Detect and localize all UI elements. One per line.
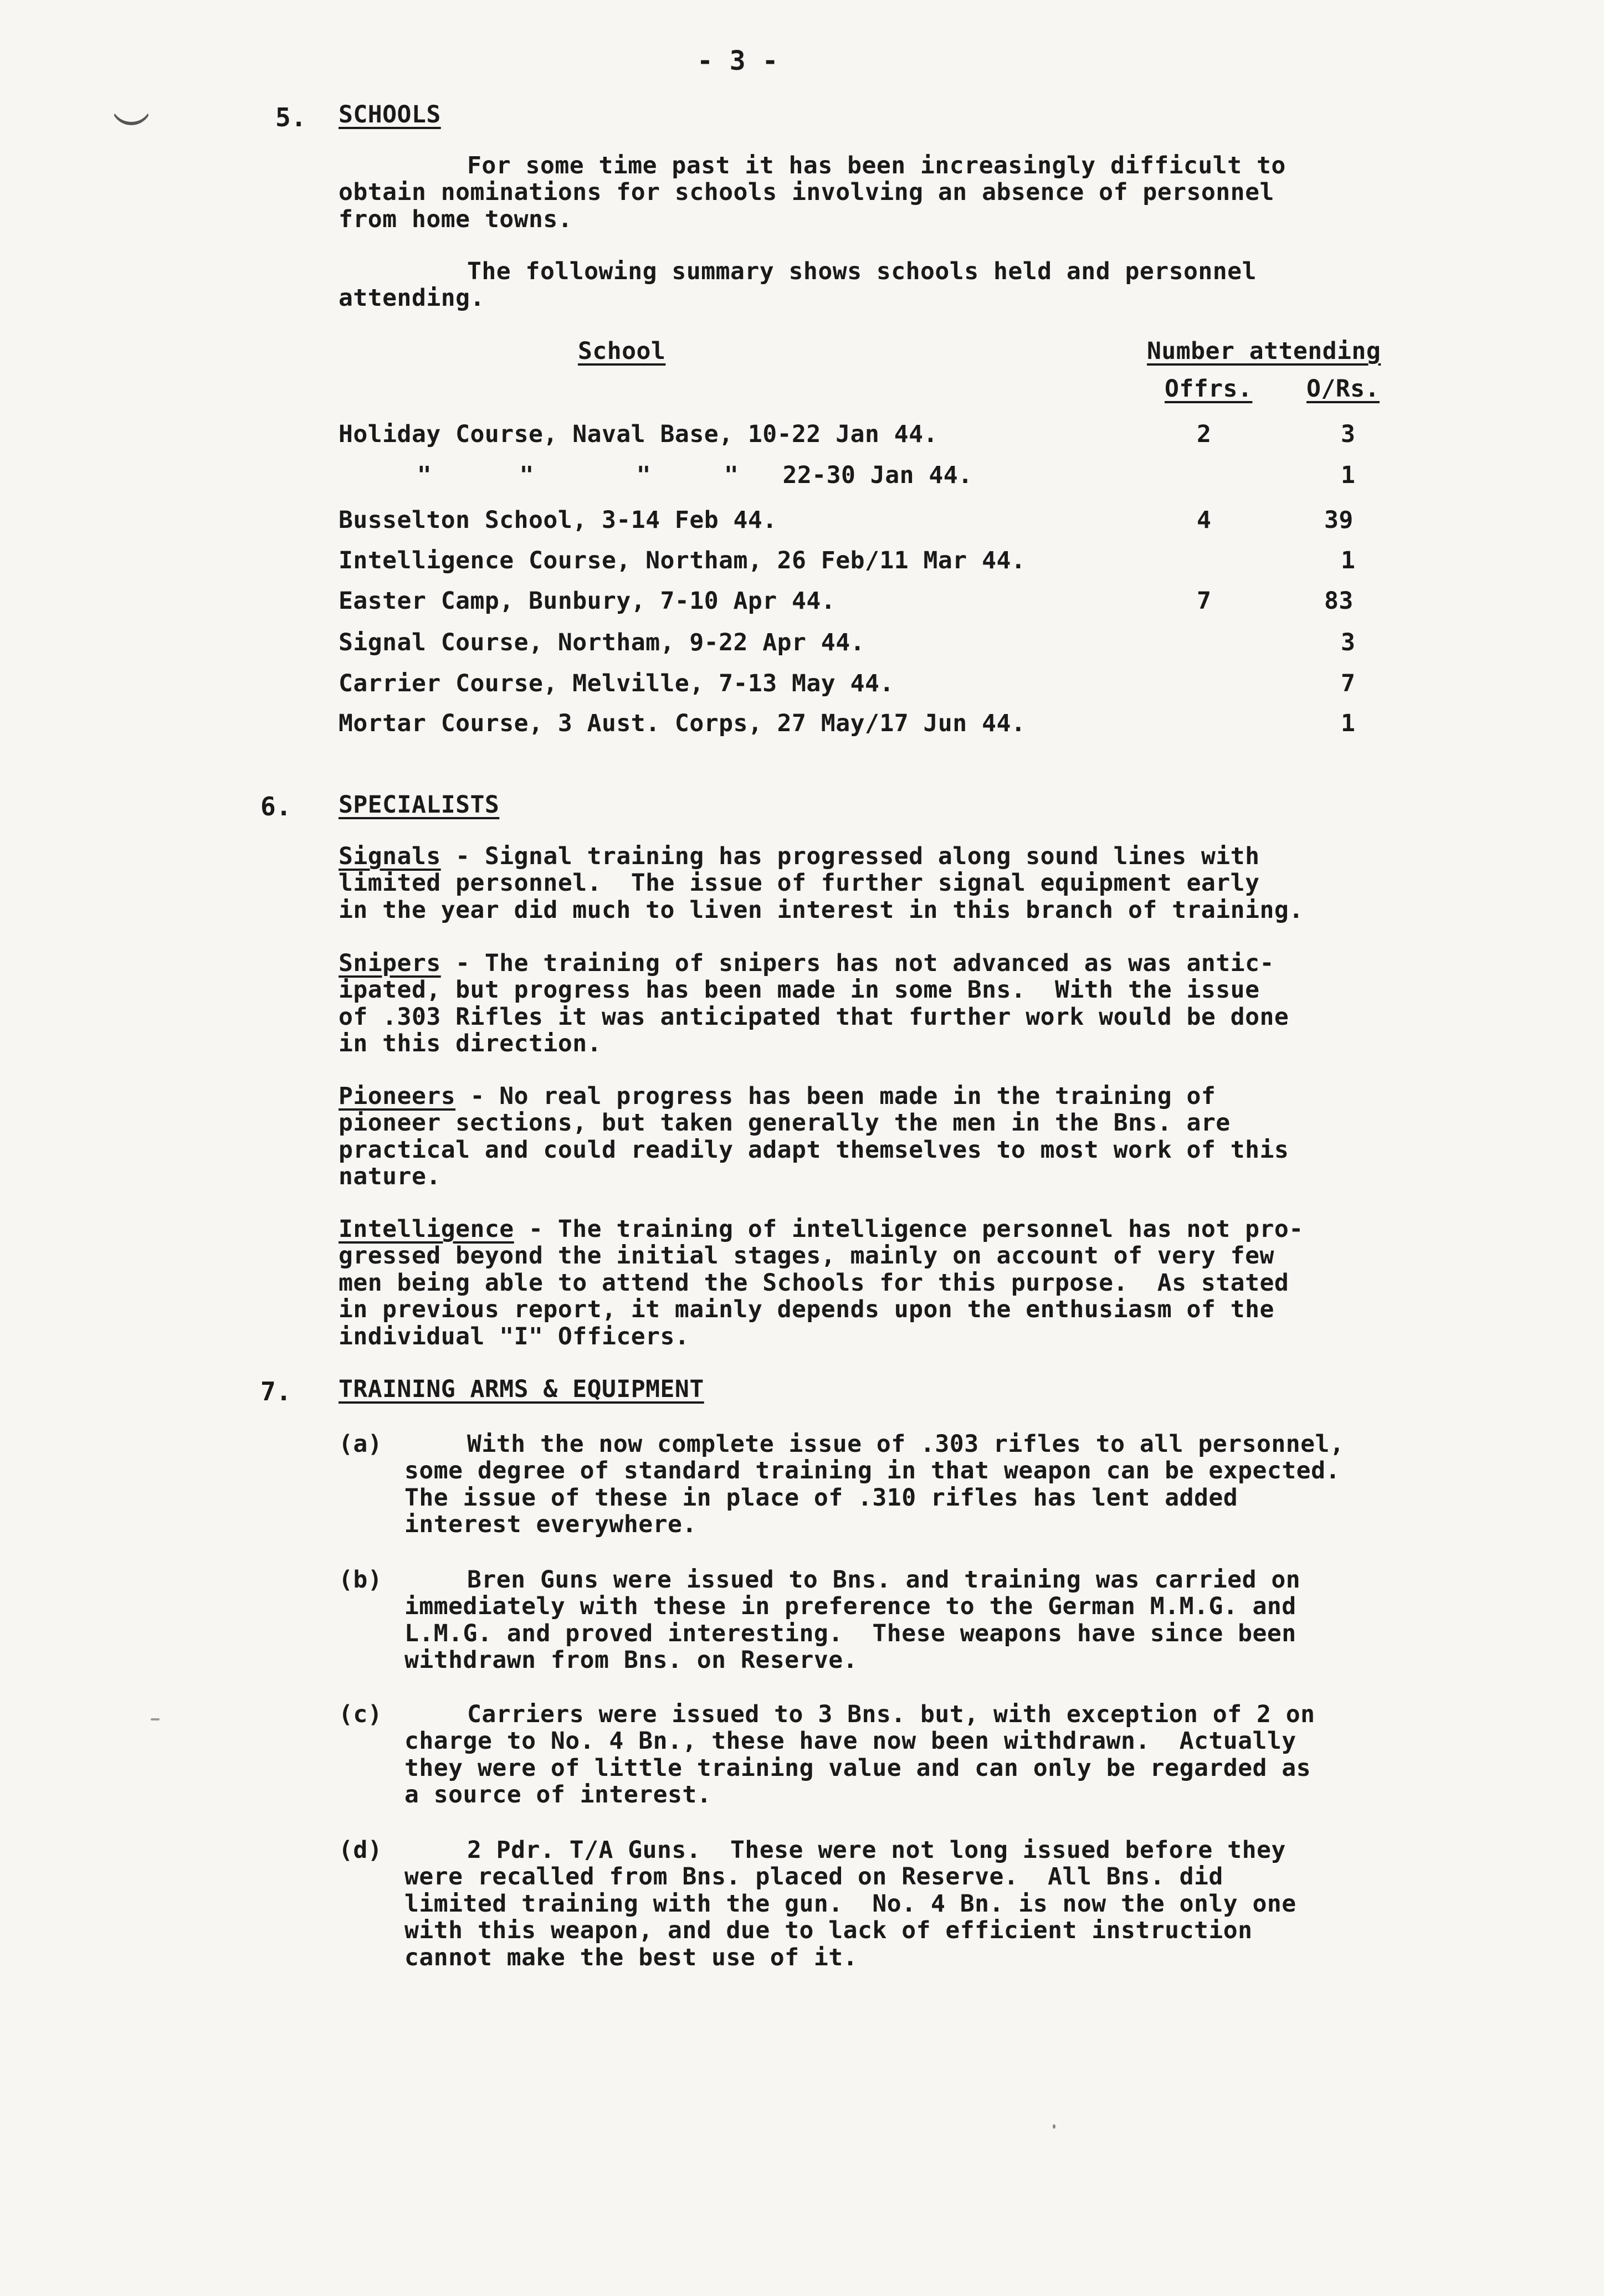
line-text: - The training of intelligence personnel has not pro- bbox=[514, 1215, 1304, 1243]
item-line: interest everywhere. bbox=[404, 1511, 697, 1538]
table-row-school: Signal Course, Northam, 9-22 Apr 44. bbox=[339, 629, 865, 656]
item-line: a source of interest. bbox=[404, 1781, 712, 1809]
paragraph-line bbox=[339, 950, 1274, 977]
paragraph-line: obtain nominations for schools involving an absence of personnel bbox=[339, 178, 1274, 206]
paragraph-line: men being able to attend the Schools for this purpose. As stated bbox=[339, 1269, 1289, 1297]
line-text: - The training of snipers has not advanced as was antic- bbox=[440, 949, 1274, 977]
label-signals: Signals bbox=[339, 843, 441, 870]
paragraph-line: in previous report, it mainly depends upon the enthusiasm of the bbox=[339, 1296, 1274, 1323]
section-heading-specialists: SPECIALISTS bbox=[339, 791, 500, 819]
item-line: some degree of standard training in that weapon can be expected. bbox=[404, 1457, 1340, 1485]
line-text: - No real progress has been made in the training of bbox=[455, 1082, 1216, 1110]
item-line: charge to No. 4 Bn., these have now been withdrawn. Actually bbox=[404, 1727, 1296, 1755]
paragraph-line: limited personnel. The issue of further signal equipment early bbox=[339, 869, 1260, 897]
table-row-school: Holiday Course, Naval Base, 10-22 Jan 44. bbox=[339, 420, 938, 448]
section-heading-training: TRAINING ARMS & EQUIPMENT bbox=[339, 1375, 704, 1403]
margin-tick bbox=[151, 1718, 160, 1720]
item-line: withdrawn from Bns. on Reserve. bbox=[404, 1646, 858, 1674]
item-label: (a) bbox=[339, 1430, 383, 1458]
item-label: (b) bbox=[339, 1566, 383, 1594]
paragraph-line: gressed beyond the initial stages, mainly on account of very few bbox=[339, 1242, 1274, 1270]
item-line: cannot make the best use of it. bbox=[404, 1944, 858, 1971]
item-line: limited training with the gun. No. 4 Bn. is now the only one bbox=[404, 1890, 1296, 1918]
paragraph-line: of .303 Rifles it was anticipated that further work would be done bbox=[339, 1003, 1289, 1031]
paragraph-line bbox=[339, 1083, 1216, 1110]
paragraph-line: nature. bbox=[339, 1163, 441, 1190]
label-pioneers: Pioneers bbox=[339, 1082, 456, 1110]
paragraph-line: The following summary shows schools held and personnel bbox=[467, 258, 1257, 285]
table-row-school: Busselton School, 3-14 Feb 44. bbox=[339, 506, 777, 534]
paper-speck bbox=[1053, 2124, 1055, 2129]
paragraph-line: from home towns. bbox=[339, 206, 573, 233]
section-number-5: 5. bbox=[275, 102, 307, 132]
table-header-offrs: Offrs. bbox=[1165, 375, 1253, 403]
table-row-school: Carrier Course, Melville, 7-13 May 44. bbox=[339, 670, 894, 697]
table-row-ors: 83 bbox=[1324, 587, 1354, 615]
paragraph-line: in the year did much to liven interest in this branch of training. bbox=[339, 896, 1304, 924]
table-row-ors: 1 bbox=[1341, 547, 1356, 574]
item-label: (c) bbox=[339, 1701, 383, 1728]
paragraph-line: pioneer sections, but taken generally the men in the Bns. are bbox=[339, 1109, 1231, 1137]
paragraph-line: attending. bbox=[339, 284, 485, 312]
table-row-ors: 7 bbox=[1341, 670, 1356, 697]
item-line: Carriers were issued to 3 Bns. but, with exception of 2 on bbox=[467, 1701, 1315, 1728]
line-text: - Signal training has progressed along sound lines with bbox=[440, 843, 1260, 870]
table-row-ors: 3 bbox=[1341, 629, 1356, 656]
table-row-school: " " " " 22-30 Jan 44. bbox=[388, 461, 973, 489]
paragraph-line bbox=[339, 1216, 1304, 1242]
table-row-ors: 3 bbox=[1341, 420, 1356, 448]
table-row-ors: 1 bbox=[1341, 461, 1356, 489]
item-line: L.M.G. and proved interesting. These weapons have since been bbox=[404, 1620, 1296, 1647]
table-row-school: Mortar Course, 3 Aust. Corps, 27 May/17 Jun 44. bbox=[339, 710, 1026, 737]
table-header-ors: O/Rs. bbox=[1306, 375, 1380, 403]
item-line: With the now complete issue of .303 rifles to all personnel, bbox=[467, 1430, 1345, 1458]
item-label: (d) bbox=[339, 1836, 383, 1864]
item-line: immediately with these in preference to the German M.M.G. and bbox=[404, 1593, 1296, 1620]
table-row-ors: 39 bbox=[1324, 506, 1354, 534]
table-row-offrs: 7 bbox=[1197, 587, 1212, 615]
item-line: were recalled from Bns. placed on Reserve. All Bns. did bbox=[404, 1863, 1223, 1891]
paragraph-line: practical and could readily adapt themselves to most work of this bbox=[339, 1136, 1289, 1164]
table-row-offrs: 4 bbox=[1197, 506, 1212, 534]
paragraph-line: individual "I" Officers. bbox=[339, 1323, 690, 1350]
paragraph-line: ipated, but progress has been made in some Bns. With the issue bbox=[339, 976, 1260, 1004]
table-header-school: School bbox=[578, 337, 666, 365]
section-heading-schools: SCHOOLS bbox=[339, 101, 441, 129]
section-number-6: 6. bbox=[260, 792, 292, 821]
item-line: 2 Pdr. T/A Guns. These were not long issued before they bbox=[467, 1836, 1286, 1864]
section-number-7: 7. bbox=[260, 1376, 292, 1406]
page-number: - 3 - bbox=[697, 45, 778, 76]
table-row-school: Easter Camp, Bunbury, 7-10 Apr 44. bbox=[339, 587, 836, 615]
punch-mark bbox=[111, 83, 152, 125]
label-snipers: Snipers bbox=[339, 949, 441, 977]
item-line: The issue of these in place of .310 rifles has lent added bbox=[404, 1484, 1238, 1512]
label-intelligence: Intelligence bbox=[339, 1215, 514, 1243]
paragraph-line: For some time past it has been increasingly difficult to bbox=[467, 152, 1286, 179]
item-line: with this weapon, and due to lack of efficient instruction bbox=[404, 1917, 1253, 1944]
item-line: they were of little training value and can only be regarded as bbox=[404, 1754, 1311, 1782]
table-header-number-attending: Number attending bbox=[1147, 337, 1381, 365]
table-row-ors: 1 bbox=[1341, 710, 1356, 737]
paragraph-line: in this direction. bbox=[339, 1030, 602, 1057]
paragraph-line bbox=[339, 843, 1259, 870]
table-row-school: Intelligence Course, Northam, 26 Feb/11 Mar 44. bbox=[339, 547, 1026, 574]
item-line: Bren Guns were issued to Bns. and training was carried on bbox=[467, 1566, 1301, 1594]
table-row-offrs: 2 bbox=[1197, 420, 1212, 448]
